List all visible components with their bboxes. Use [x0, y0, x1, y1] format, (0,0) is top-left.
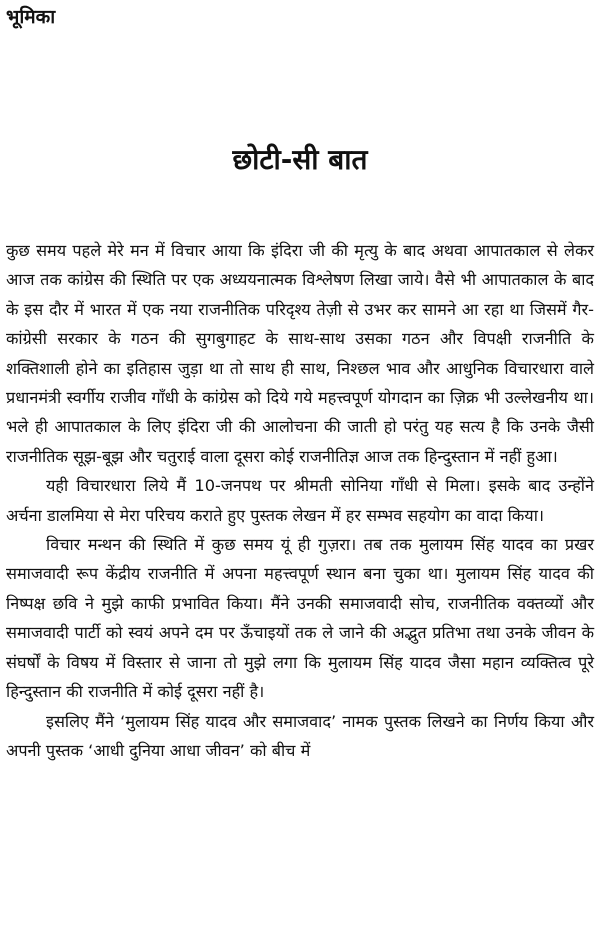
body-text: [6, 236, 594, 765]
paragraph-4: इसलिए मैंने ‘मुलायम सिंह यादव और समाजवाद’ नामक पुस्तक लिखने का निर्णय किया और अपनी पुस्तक ‘आधी दुनिया आधा जीवन’ को बीच में: [6, 711, 594, 760]
chapter-title: छोटी-सी बात: [232, 143, 368, 176]
paragraph-2: यही विचारधारा लिये मैं 10-जनपथ पर श्रीमती सोनिया गाँधी से मिला। इसके बाद उन्होंने अर्चना डालमिया से मेरा परिचय कराते हुए पुस्तक लेखन में हर सम्भव सहयोग का वादा किया।: [6, 476, 594, 525]
paragraph-3: विचार मन्थन की स्थिति में कुछ समय यूं ही गुज़रा। तब तक मुलायम सिंह यादव का प्रखर समाजवादी रूप केंद्रीय राजनीति में अपना महत्त्वपूर्ण स्थान बना चुका था। मुलायम सिंह यादव की निष्पक्ष छवि ने मुझे काफी प्रभावित किया। मैंने उनकी समाजवादी सोच, राजनीतिक वक्तव्यों और समाजवादी पार्टी को स्वयं अपने दम पर ऊँचाइयों तक ले जाने की अद्भुत प्रतिभा तथा उनके जीवन के संघर्षों के विषय में विस्तार से जाना तो मुझे लगा कि मुलायम सिंह यादव जैसा महान व्यक्तित्व पूरे हिन्दुस्तान की राजनीति में कोई दूसरा नहीं है।: [6, 535, 594, 702]
paragraph-1: कुछ समय पहले मेरे मन में विचार आया कि इंदिरा जी की मृत्यु के बाद अथवा आपातकाल से लेकर आज तक कांग्रेस की स्थिति पर एक अध्ययनात्मक विश्लेषण लिखा जाये। वैसे भी आपातकाल के बाद के इस दौर में भारत में एक नया राजनीतिक परिदृश्य तेज़ी से उभर कर सामने आ रहा था जिसमें गैर-कांग्रेसी सरकार के गठन की सुगबुगाहट के साथ-साथ उसका गठन और विपक्षी राजनीति के शक्तिशाली होने का इतिहास जुड़ा था तो साथ ही साथ, निश्छल भाव और आधुनिक विचारधारा वाले प्रधानमंत्री स्वर्गीय राजीव गाँधी के कांग्रेस को दिये गये महत्त्वपूर्ण योगदान का ज़िक्र भी उल्लेखनीय था। भले ही आपातकाल के लिए इंदिरा जी की आलोचना की जाती हो परंतु यह सत्य है कि उनके जैसी राजनीतिक सूझ-बूझ और चतुराई वाला दूसरा कोई राजनीतिज्ञ आज तक हिन्दुस्तान में नहीं हुआ।: [6, 241, 594, 466]
section-header: भूमिका: [6, 6, 56, 28]
